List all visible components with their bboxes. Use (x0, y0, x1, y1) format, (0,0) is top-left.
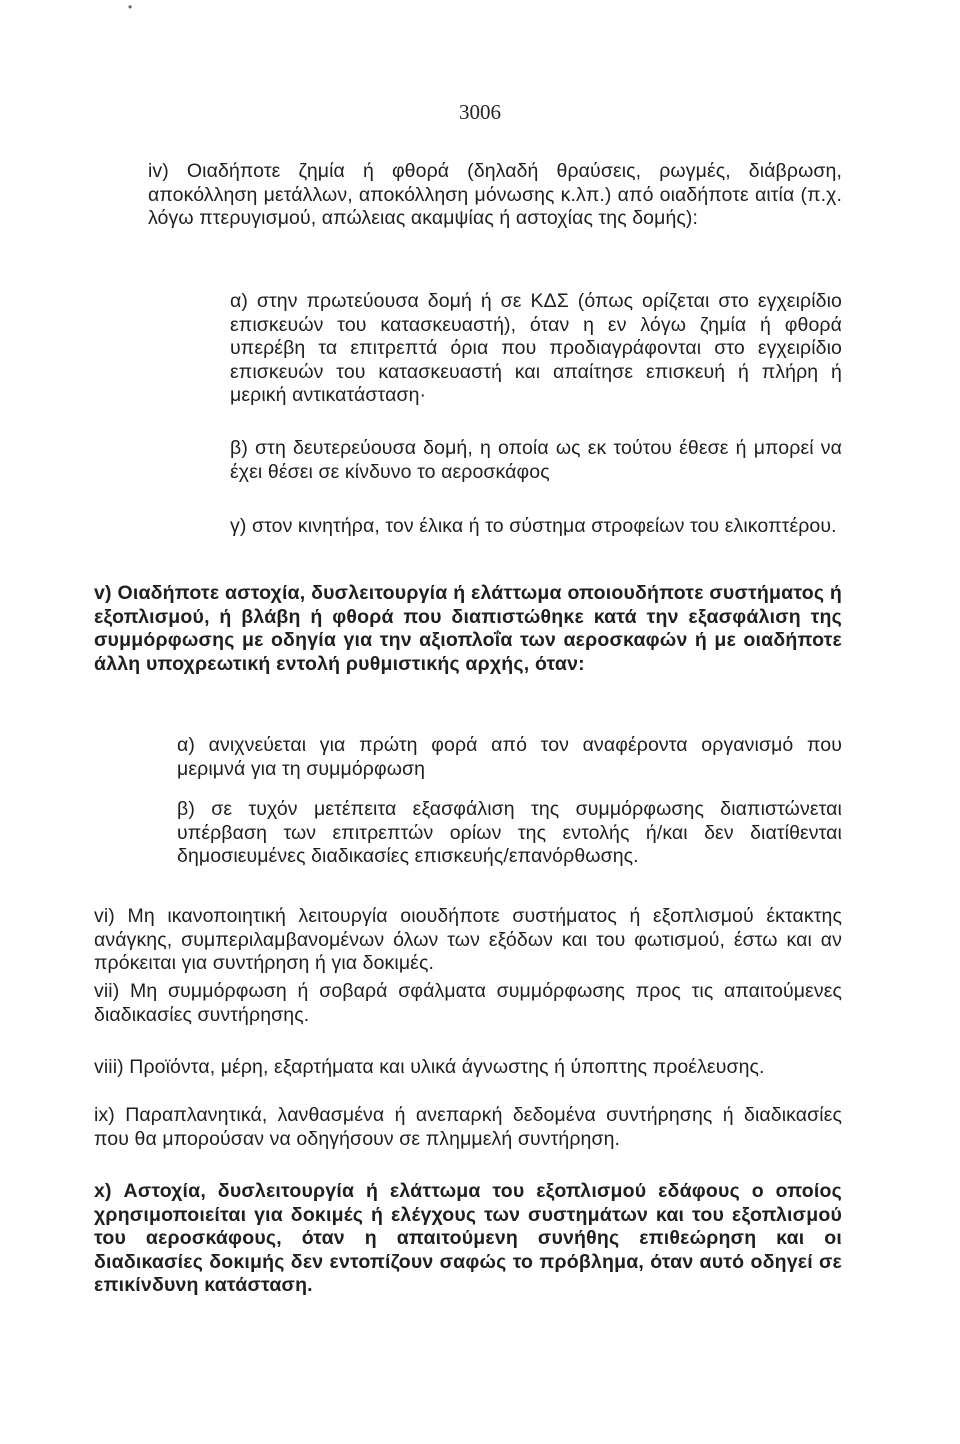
item-iv-b-text: β) στη δευτερεύουσα δομή, η οποία ως εκ τούτου έθεσε ή μπορεί να έχει θέσει σε κίνδυνο το αεροσκάφος (230, 437, 842, 483)
item-iv-a (230, 290, 842, 408)
item-viii (94, 1056, 842, 1080)
item-v-b-text: β) σε τυχόν μετέπειτα εξασφάλιση της συμμόρφωσης διαπιστώνεται υπέρβαση των επιτρεπτών ορίων της εντολής ή/και δεν διατίθενται δημοσιευμένες διαδικασίες επισκευής/επανόρθωσης. (177, 798, 842, 867)
item-vi (94, 905, 842, 976)
item-v-a (177, 734, 842, 781)
item-v (94, 582, 842, 676)
page-number: 3006 (459, 100, 501, 124)
item-x (94, 1180, 842, 1298)
item-v-text: v) Οιαδήποτε αστοχία, δυσλειτουργία ή ελάττωμα οποιουδήποτε συστήματος ή εξοπλισμού, ή βλάβη ή φθορά που διαπιστώθηκε κατά την εξασφάλιση της συμμόρφωσης με οδηγία για την αξιοπλοΐα των αεροσκαφών ή με οιαδήποτε άλλη υποχρεωτική εντολή ρυθμιστικής αρχής, όταν: (94, 582, 842, 675)
item-iv-a-text: α) στην πρωτεύουσα δομή ή σε ΚΔΣ (όπως ορίζεται στο εγχειρίδιο επισκευών του κατασκευαστή), όταν η εν λόγω ζημία ή φθορά υπερέβη τα επιτρεπτά όρια που προδιαγράφονται στο εγχειρίδιο επισκευών του κατασκευαστή και απαίτησε επισκευή ή πλήρη ή μερική αντικατάσταση· (230, 290, 842, 406)
item-iv-c (230, 515, 842, 539)
item-viii-text: viii) Προϊόντα, μέρη, εξαρτήματα και υλικά άγνωστης ή ύποπτης προέλευσης. (94, 1056, 765, 1078)
item-iv (148, 160, 842, 231)
scan-mark: • (128, 0, 133, 14)
item-vi-text: vi) Μη ικανοποιητική λειτουργία οιουδήποτε συστήματος ή εξοπλισμού έκτακτης ανάγκης, συμπεριλαμβανομένων όλων των εξόδων και του φωτισμού, έστω και αν πρόκειται για συντήρηση ή για δοκιμές. (94, 905, 842, 974)
item-vii (94, 980, 842, 1027)
item-ix-text: ix) Παραπλανητικά, λανθασμένα ή ανεπαρκή δεδομένα συντήρησης ή διαδικασίες που θα μπορούσαν να οδηγήσουν σε πλημμελή συντήρηση. (94, 1104, 842, 1150)
item-v-a-text: α) ανιχνεύεται για πρώτη φορά από τον αναφέροντα οργανισμό που μεριμνά για τη συμμόρφωση (177, 734, 842, 780)
item-vii-text: vii) Μη συμμόρφωση ή σοβαρά σφάλματα συμμόρφωσης προς τις απαιτούμενες διαδικασίες συντήρησης. (94, 980, 842, 1026)
item-ix (94, 1104, 842, 1151)
item-iv-c-text: γ) στον κινητήρα, τον έλικα ή το σύστημα στροφείων του ελικοπτέρου. (230, 515, 837, 537)
item-iv-text: iv) Οιαδήποτε ζημία ή φθορά (δηλαδή θραύσεις, ρωγμές, διάβρωση, αποκόλληση μετάλλων, αποκόλληση μόνωσης κ.λπ.) από οιαδήποτε αιτία (π.χ. λόγω πτερυγισμού, απώλειας ακαμψίας ή αστοχίας της δομής): (148, 160, 842, 229)
item-v-b (177, 798, 842, 869)
item-iv-b (230, 437, 842, 484)
item-x-text: x) Αστοχία, δυσλειτουργία ή ελάττωμα του εξοπλισμού εδάφους ο οποίος χρησιμοποιείται για δοκιμές ή ελέγχους των συστημάτων και του εξοπλισμού του αεροσκάφους, όταν η απαιτούμενη συνήθης επιθεώρηση και οι διαδικασίες δοκιμής δεν εντοπίζουν σαφώς το πρόβλημα, όταν αυτό οδηγεί σε επικίνδυνη κατάσταση. (94, 1180, 842, 1296)
